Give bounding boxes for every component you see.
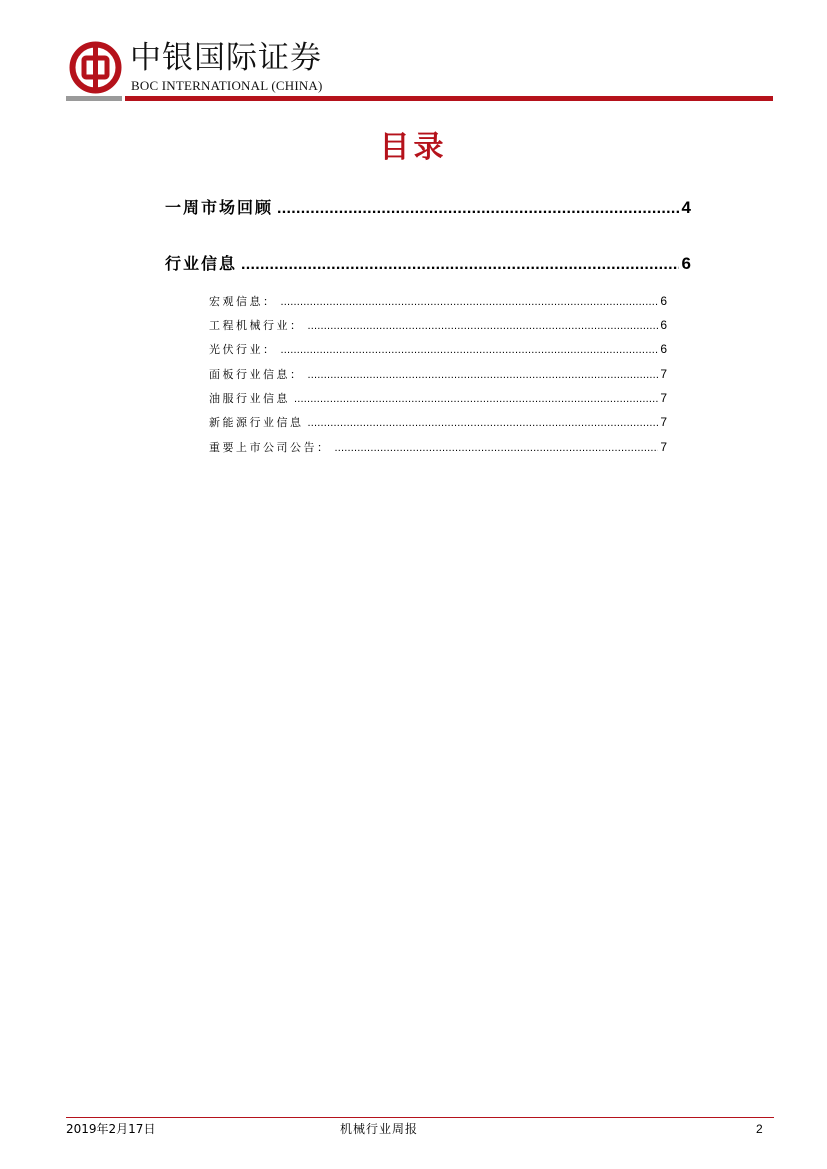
- toc-entry-label: 行业信息: [165, 254, 238, 273]
- toc-entry-page: 7: [660, 391, 667, 405]
- toc-leader-dots: [277, 197, 679, 220]
- footer-page-number: 2: [756, 1122, 763, 1136]
- toc-subentry[interactable]: [209, 389, 667, 407]
- toc-entry-page: 6: [681, 254, 691, 273]
- toc-subentry[interactable]: [209, 316, 667, 334]
- toc-leader-dots: [294, 390, 658, 407]
- toc-leader-dots: [281, 293, 659, 310]
- toc-title: 目录: [379, 130, 448, 165]
- toc-leader-dots: [241, 253, 679, 276]
- toc-leader-dots: [308, 414, 659, 431]
- toc-leader-dots: [308, 317, 659, 334]
- toc-entry-page: 7: [660, 440, 667, 454]
- footer-date: 2019年2月17日: [66, 1122, 156, 1136]
- toc-subentry[interactable]: [209, 438, 667, 456]
- toc-entry-page: 6: [660, 294, 667, 308]
- boc-logo-icon: [69, 41, 122, 94]
- toc-entry-page: 4: [681, 198, 691, 217]
- toc-entry-page: 7: [660, 367, 667, 381]
- toc-entry-label: 一周市场回顾: [165, 198, 274, 217]
- toc-entry-label: 新能源行业信息: [209, 416, 304, 429]
- company-name-en: BOC INTERNATIONAL (CHINA): [131, 78, 323, 93]
- toc-entry-label: 油服行业信息: [209, 392, 290, 405]
- toc-entry-label: 光伏行业：: [209, 343, 277, 356]
- toc-entry-label: 工程机械行业：: [209, 319, 304, 332]
- toc-subentry[interactable]: [209, 292, 667, 310]
- header-rule-red: [125, 96, 773, 101]
- toc-entry-page: 7: [660, 415, 667, 429]
- toc-leader-dots: [281, 341, 659, 358]
- header-rule-grey: [66, 96, 122, 101]
- footer-report-title: 机械行业周报: [340, 1122, 419, 1136]
- toc-entry-label: 面板行业信息：: [209, 368, 304, 381]
- toc-entry[interactable]: [165, 252, 691, 276]
- toc-subentry[interactable]: [209, 413, 667, 431]
- toc-subentry[interactable]: [209, 365, 667, 383]
- company-name-cn: 中银国际证券: [130, 40, 322, 76]
- toc-entry-page: 6: [660, 342, 667, 356]
- toc-subentry[interactable]: [209, 340, 667, 358]
- toc-entry-page: 6: [660, 318, 667, 332]
- toc-entry-label: 宏观信息：: [209, 295, 277, 308]
- toc-leader-dots: [335, 439, 659, 456]
- toc-leader-dots: [308, 366, 659, 383]
- toc-entry-label: 重要上市公司公告：: [209, 441, 331, 454]
- footer-rule: [66, 1117, 774, 1118]
- toc-entry[interactable]: [165, 196, 691, 220]
